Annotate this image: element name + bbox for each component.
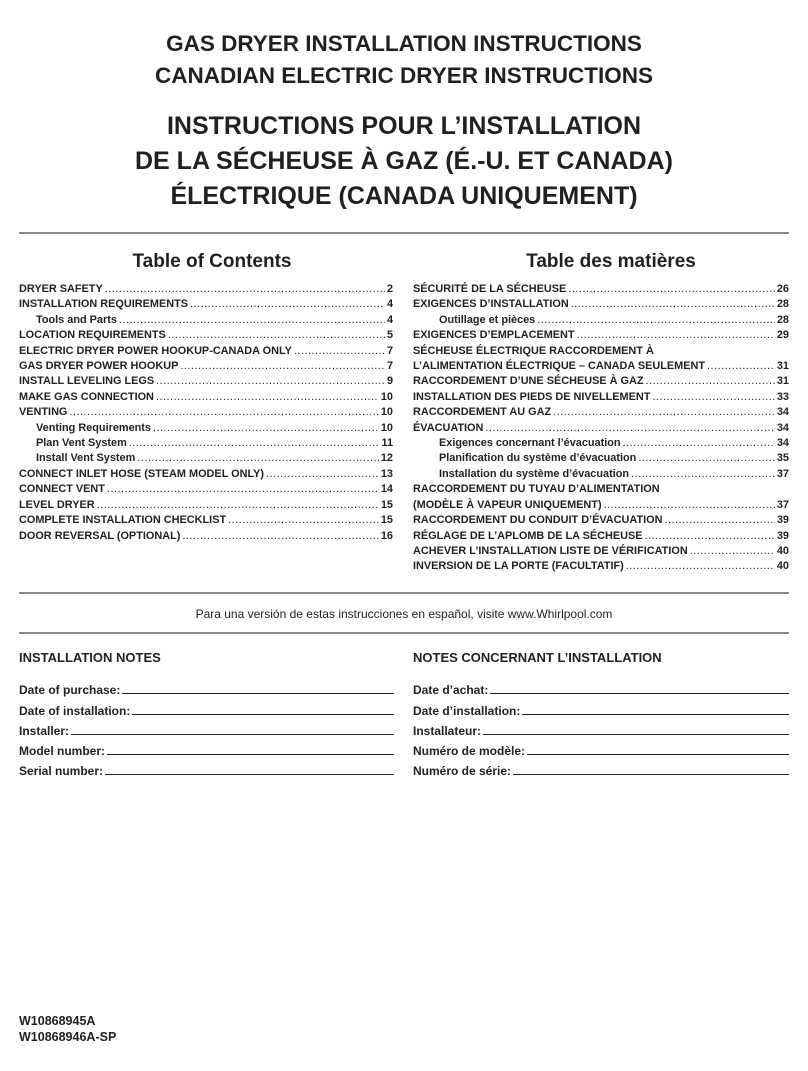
- toc-entry-label: EXIGENCES D’INSTALLATION: [413, 298, 569, 311]
- toc-entry-label: Tools and Parts: [36, 313, 117, 326]
- dot-leader: [97, 498, 379, 513]
- field-label: Date d’achat:: [413, 683, 489, 698]
- toc-entry-label-line1: SÉCHEUSE ÉLECTRIQUE RACCORDEMENT À: [413, 344, 654, 357]
- toc-entry-label: L’ALIMENTATION ÉLECTRIQUE – CANADA SEULEMENT: [413, 360, 706, 373]
- toc-entry[interactable]: [413, 559, 789, 574]
- field-label: Numéro de modèle:: [413, 744, 526, 759]
- toc-entry[interactable]: [19, 297, 393, 312]
- dot-leader: [631, 467, 775, 482]
- toc-entry[interactable]: [413, 513, 789, 528]
- toc-entry-page: 37: [776, 498, 789, 511]
- toc-subentry[interactable]: [19, 421, 393, 436]
- toc-entry-label: Plan Vent System: [36, 437, 127, 450]
- toc-heading-fr: Table des matières: [526, 251, 696, 272]
- toc-entry-label: INSTALLATION DES PIEDS DE NIVELLEMENT: [413, 390, 651, 403]
- dot-leader: [571, 297, 775, 312]
- toc-entry-label: VENTING: [19, 406, 68, 419]
- toc-entry-label-line1: RACCORDEMENT DU TUYAU D’ALIMENTATION: [413, 483, 660, 496]
- blank-line[interactable]: [132, 714, 394, 715]
- toc-entry-page: 40: [776, 560, 789, 573]
- dot-leader: [664, 513, 774, 528]
- title-fr-line-1: INSTRUCTIONS POUR L’INSTALLATION: [166, 112, 642, 140]
- toc-entry[interactable]: [413, 374, 789, 389]
- toc-entry-label: INSTALLATION REQUIREMENTS: [19, 298, 189, 311]
- toc-entry-label: GAS DRYER POWER HOOKUP: [19, 360, 179, 373]
- dot-leader: [645, 529, 775, 544]
- dot-leader: [168, 328, 385, 343]
- date-of-installation-field[interactable]: [19, 697, 394, 717]
- part-number-2: W10868946A-SP: [19, 1030, 117, 1044]
- toc-entry[interactable]: [413, 405, 789, 420]
- toc-entry-label: ELECTRIC DRYER POWER HOOKUP-CANADA ONLY: [19, 344, 292, 357]
- field-label: Date d’installation:: [413, 703, 521, 718]
- dot-leader: [156, 390, 379, 405]
- model-number-field[interactable]: [19, 738, 394, 758]
- toc-entry-page: 33: [776, 390, 789, 403]
- toc-entry-label: SÉCURITÉ DE LA SÉCHEUSE: [413, 283, 567, 295]
- part-number-1: W10868945A: [19, 1014, 96, 1028]
- toc-english: [19, 252, 393, 544]
- toc-entry-label: CONNECT INLET HOSE (STEAM MODEL ONLY): [19, 467, 265, 480]
- toc-entry[interactable]: [413, 544, 789, 559]
- toc-entry-label: Installation du système d’évacuation: [439, 467, 630, 480]
- toc-entry-page: 14: [380, 483, 393, 496]
- toc-entry-label: COMPLETE INSTALLATION CHECKLIST: [19, 514, 227, 527]
- dot-leader: [190, 297, 385, 312]
- toc-entry-label: EXIGENCES D’EMPLACEMENT: [413, 329, 575, 342]
- toc-entry-label: ACHEVER L’INSTALLATION LISTE DE VÉRIFICATION: [413, 544, 688, 557]
- toc-subentry[interactable]: [413, 313, 789, 328]
- toc-entry[interactable]: [413, 529, 789, 544]
- toc-entry-label: INVERSION DE LA PORTE (FACULTATIF): [413, 560, 624, 573]
- dot-leader: [69, 405, 378, 420]
- dot-leader: [707, 359, 775, 374]
- toc-entry-label: Outillage et pièces: [439, 313, 536, 326]
- toc-entry-label: RACCORDEMENT DU CONDUIT D’ÉVACUATION: [413, 514, 663, 527]
- toc-entry[interactable]: [19, 328, 393, 343]
- toc-entry-page: 40: [776, 544, 789, 557]
- toc-entry[interactable]: [19, 513, 393, 528]
- blank-line[interactable]: [522, 714, 789, 715]
- dot-leader: [105, 282, 385, 297]
- dot-leader: [638, 451, 775, 466]
- toc-entry-page: 34: [776, 406, 789, 419]
- toc-subentry[interactable]: [413, 451, 789, 466]
- dot-leader: [568, 282, 775, 297]
- toc-entry-page: 37: [776, 467, 789, 480]
- toc-entry-page: 5: [386, 329, 393, 342]
- date-achat-field[interactable]: [413, 677, 789, 697]
- installation-notes-fr: [413, 650, 789, 778]
- dot-leader: [626, 559, 775, 574]
- dot-leader: [107, 482, 379, 497]
- field-label: Date of installation:: [19, 703, 131, 718]
- dot-leader: [294, 344, 385, 359]
- toc-heading-en: Table of Contents: [132, 251, 292, 272]
- installation-notes-en: [19, 650, 394, 778]
- installateur-field[interactable]: [413, 718, 789, 738]
- date-of-purchase-field[interactable]: [19, 677, 394, 697]
- toc-entry[interactable]: [19, 482, 393, 497]
- toc-subentry[interactable]: [19, 451, 393, 466]
- blank-line[interactable]: [513, 774, 789, 775]
- toc-entry[interactable]: [19, 359, 393, 374]
- date-installation-field[interactable]: [413, 697, 789, 717]
- toc-entry-page: 15: [380, 498, 393, 511]
- dot-leader: [228, 513, 379, 528]
- field-label: Serial number:: [19, 764, 104, 779]
- toc-entry-page: 12: [380, 452, 393, 465]
- divider-middle: [19, 592, 789, 594]
- toc-entry-page: 28: [776, 313, 789, 326]
- document-title: [0, 28, 808, 214]
- toc-entry-page: 31: [776, 375, 789, 388]
- dot-leader: [156, 374, 385, 389]
- blank-line[interactable]: [71, 734, 394, 735]
- toc-entry-label: Exigences concernant l’évacuation: [439, 437, 621, 450]
- toc-subentry[interactable]: [19, 436, 393, 451]
- toc-subentry[interactable]: [19, 313, 393, 328]
- toc-entry-page: 34: [776, 437, 789, 450]
- dot-leader: [182, 529, 379, 544]
- blank-line[interactable]: [107, 754, 394, 755]
- toc-entry[interactable]: [19, 390, 393, 405]
- part-numbers: [19, 1013, 116, 1045]
- dot-leader: [604, 498, 775, 513]
- toc-entry[interactable]: [413, 390, 789, 405]
- title-fr-line-3: ÉLECTRIQUE (CANADA UNIQUEMENT): [170, 182, 638, 210]
- toc-entry-page: 11: [381, 437, 393, 450]
- toc-entry-page: 4: [386, 313, 393, 326]
- numero-modele-field[interactable]: [413, 738, 789, 758]
- toc-entry-page: 31: [776, 360, 789, 373]
- toc-entry-label: ÉVACUATION: [413, 421, 484, 434]
- blank-line[interactable]: [105, 774, 394, 775]
- dot-leader: [153, 421, 379, 436]
- toc-entry[interactable]: [19, 344, 393, 359]
- toc-entry-page: 10: [380, 406, 393, 419]
- dot-leader: [137, 451, 379, 466]
- toc-entry[interactable]: [413, 297, 789, 312]
- toc-entry-page: 10: [380, 421, 393, 434]
- toc-entry-label: MAKE GAS CONNECTION: [19, 390, 154, 403]
- dot-leader: [577, 328, 775, 343]
- dot-leader: [553, 405, 775, 420]
- toc-entry-label: RÉGLAGE DE L’APLOMB DE LA SÉCHEUSE: [413, 529, 643, 542]
- toc-entry-label: (MODÈLE À VAPEUR UNIQUEMENT): [413, 498, 602, 511]
- serial-number-field[interactable]: [19, 758, 394, 778]
- toc-entry[interactable]: [19, 374, 393, 389]
- toc-entry-page: 39: [776, 529, 789, 542]
- notes-heading-fr: NOTES CONCERNANT L’INSTALLATION: [413, 650, 662, 665]
- toc-entry[interactable]: [413, 328, 789, 343]
- toc-entry-label: RACCORDEMENT AU GAZ: [413, 406, 552, 419]
- toc-entry-page: 35: [776, 452, 789, 465]
- installer-field[interactable]: [19, 718, 394, 738]
- blank-line[interactable]: [122, 693, 394, 694]
- blank-line[interactable]: [527, 754, 789, 755]
- toc-entry-label: Planification du système d’évacuation: [439, 452, 637, 465]
- toc-entry-two-line[interactable]: [413, 482, 789, 513]
- toc-entry-label: Install Vent System: [36, 452, 136, 465]
- dot-leader: [180, 359, 385, 374]
- toc-french: [413, 252, 789, 575]
- dot-leader: [119, 313, 385, 328]
- dot-leader: [129, 436, 380, 451]
- toc-entry-page: 26: [776, 283, 789, 295]
- title-en-line-2: CANADIAN ELECTRIC DRYER INSTRUCTIONS: [155, 63, 653, 88]
- field-label: Installateur:: [413, 723, 482, 738]
- blank-line[interactable]: [490, 693, 789, 694]
- toc-entry-page: 29: [776, 329, 789, 342]
- title-fr-line-2: DE LA SÉCHEUSE À GAZ (É.-U. ET CANADA): [135, 147, 673, 175]
- divider-lower: [19, 632, 789, 634]
- toc-entry[interactable]: [413, 282, 789, 297]
- divider-top: [19, 232, 789, 234]
- toc-subentry[interactable]: [413, 467, 789, 482]
- toc-entry[interactable]: [19, 467, 393, 482]
- spanish-version-note: Para una versión de estas instrucciones en español, visite www.Whirlpool.com: [195, 607, 613, 621]
- toc-entry-label: CONNECT VENT: [19, 483, 105, 496]
- dot-leader: [623, 436, 775, 451]
- dot-leader: [537, 313, 775, 328]
- toc-subentry[interactable]: [413, 436, 789, 451]
- toc-entry-page: 7: [386, 360, 393, 373]
- toc-entry-page: 2: [386, 283, 393, 295]
- toc-entry-page: 7: [386, 344, 393, 357]
- title-en-line-1: GAS DRYER INSTALLATION INSTRUCTIONS: [166, 31, 642, 56]
- toc-entry-page: 13: [380, 467, 393, 480]
- dot-leader: [652, 390, 774, 405]
- toc-entry-page: 28: [776, 298, 789, 311]
- blank-line[interactable]: [483, 734, 789, 735]
- toc-entry-label: Venting Requirements: [36, 421, 151, 434]
- toc-entry-page: 15: [380, 514, 393, 527]
- toc-entry-label: DRYER SAFETY: [19, 283, 103, 295]
- field-label: Date of purchase:: [19, 683, 121, 698]
- toc-entry[interactable]: [19, 498, 393, 513]
- field-label: Installer:: [19, 723, 70, 738]
- toc-entry[interactable]: [413, 421, 789, 436]
- toc-entry-page: 39: [776, 514, 789, 527]
- toc-entry[interactable]: [19, 405, 393, 420]
- toc-entry-page: 10: [380, 390, 393, 403]
- field-label: Model number:: [19, 744, 105, 759]
- toc-entry[interactable]: [19, 282, 393, 297]
- toc-entry-label: LOCATION REQUIREMENTS: [19, 329, 166, 342]
- toc-entry-label: LEVEL DRYER: [19, 498, 95, 511]
- toc-entry[interactable]: [19, 529, 393, 544]
- toc-entry-page: 34: [776, 421, 789, 434]
- toc-entry-label: INSTALL LEVELING LEGS: [19, 375, 155, 388]
- dot-leader: [690, 544, 775, 559]
- numero-serie-field[interactable]: [413, 758, 789, 778]
- toc-entry-page: 9: [386, 375, 393, 388]
- toc-entry-two-line[interactable]: [413, 344, 789, 375]
- notes-heading-en: INSTALLATION NOTES: [19, 650, 161, 665]
- dot-leader: [485, 421, 774, 436]
- dot-leader: [646, 374, 775, 389]
- dot-leader: [266, 467, 379, 482]
- field-label: Numéro de série:: [413, 764, 512, 779]
- toc-entry-label: DOOR REVERSAL (OPTIONAL): [19, 529, 181, 542]
- toc-entry-label: RACCORDEMENT D’UNE SÉCHEUSE À GAZ: [413, 375, 644, 388]
- toc-entry-page: 4: [386, 298, 393, 311]
- toc-entry-page: 16: [380, 529, 393, 542]
